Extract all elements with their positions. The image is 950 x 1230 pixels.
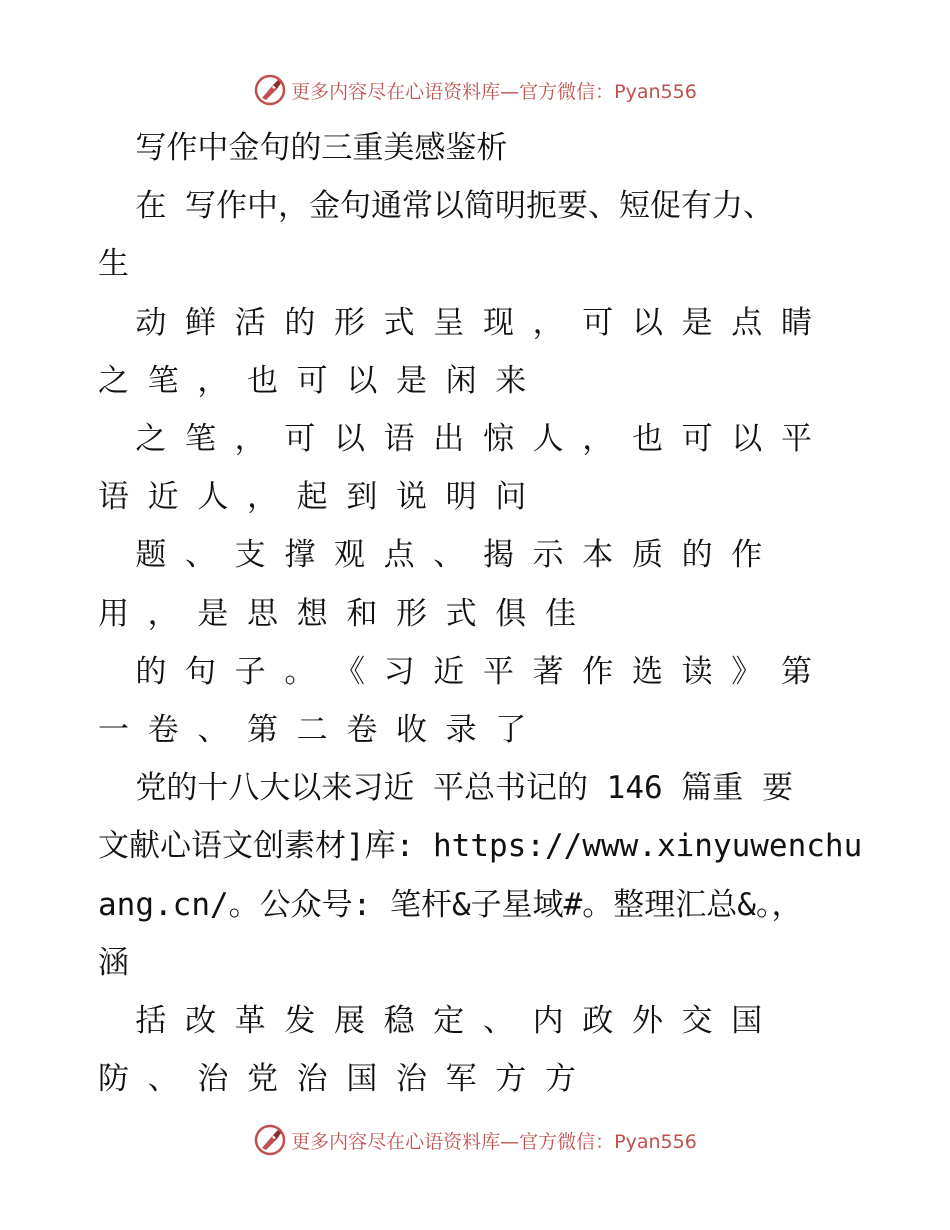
- text-line: 题 、 支 撑 观 点 、 揭 示 本 质 的 作: [98, 537, 763, 574]
- header-watermark-text: 更多内容尽在心语资料库—官方微信：Pyan556: [291, 80, 697, 103]
- text-line: 的 句 子 。 《 习 近 平 著 作 选 读 》 第: [98, 653, 812, 690]
- document-title: 写作中金句的三重美感鉴析: [98, 130, 508, 166]
- pen-nib-logo-icon: [253, 73, 287, 107]
- text-line: 生: [98, 246, 129, 283]
- text-line: 党的十八大以来习近 平总书记的 146 篇重 要: [98, 770, 793, 807]
- text-line: ang.cn/。公众号: 笔杆&子星域#。整理汇总&。，: [98, 886, 803, 923]
- footer-watermark-banner: [0, 1120, 950, 1160]
- text-line: 之 笔 ， 也 可 以 是 闲 来: [98, 362, 527, 399]
- text-line: 用 ， 是 思 想 和 形 式 俱 佳: [98, 595, 576, 632]
- text-line: 之 笔 ， 可 以 语 出 惊 人 ， 也 可 以 平: [98, 421, 812, 457]
- pen-nib-logo-icon: [253, 1123, 287, 1157]
- footer-watermark-text: 更多内容尽在心语资料库—官方微信：Pyan556: [291, 1130, 697, 1153]
- header-watermark-banner: [0, 70, 950, 110]
- text-line: 一 卷 、 第 二 卷 收 录 了: [98, 712, 527, 748]
- text-line: 涵: [98, 944, 129, 981]
- text-line: 文献心语文创素材]库: https://www.xinyuwenchu: [98, 828, 863, 865]
- text-line: 语 近 人 ， 起 到 说 明 问: [98, 479, 527, 516]
- text-line: 括 改 革 发 展 稳 定 、 内 政 外 交 国: [98, 1003, 763, 1039]
- text-line: 动 鲜 活 的 形 式 呈 现 ， 可 以 是 点 睛: [98, 304, 812, 341]
- text-line: 防 、 治 党 治 国 治 军 方 方: [98, 1061, 576, 1098]
- text-line: 在 写作中，金句通常以简明扼要、短促有力、: [98, 188, 774, 225]
